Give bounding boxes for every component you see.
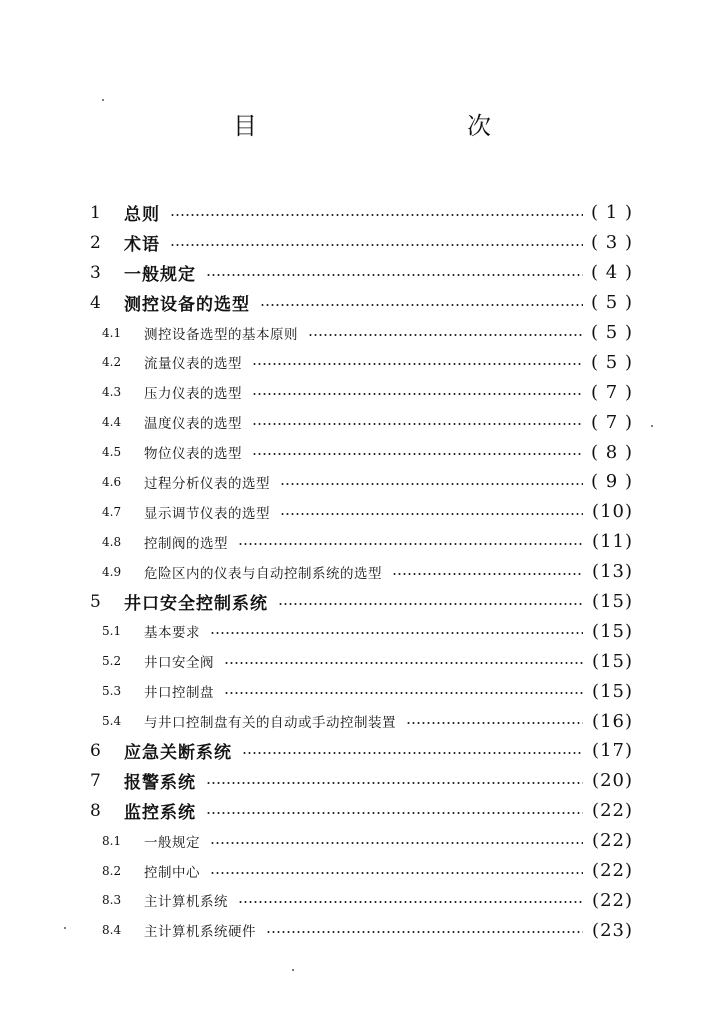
toc-section-entry	[88, 527, 633, 557]
toc-page-number: (22)	[592, 889, 633, 911]
toc-entry-title: 控制中心	[144, 864, 200, 881]
toc-page-number: (15)	[592, 650, 633, 672]
toc-page-number: (22)	[592, 860, 633, 882]
toc-page-number: (11)	[592, 531, 633, 553]
dot-leader	[280, 483, 583, 485]
toc-entry-number: 4.3	[102, 385, 122, 400]
table-of-contents	[88, 198, 633, 945]
toc-entry-title: 主计算机系统硬件	[144, 924, 256, 941]
toc-entry-number: 4.8	[102, 534, 122, 549]
toc-entry-number: 4.4	[102, 415, 122, 430]
toc-section-entry	[88, 676, 633, 706]
toc-entry-number: 2	[90, 232, 101, 253]
toc-entry-number: 4.1	[102, 325, 122, 340]
toc-entry-title: 报警系统	[124, 773, 196, 794]
toc-chapter-entry	[88, 198, 633, 228]
dot-leader	[252, 423, 583, 425]
scan-speck	[64, 927, 66, 929]
toc-chapter-entry	[88, 766, 633, 796]
toc-entry-title: 井口安全阀	[144, 655, 214, 672]
toc-page-number: (22)	[592, 830, 633, 852]
dot-leader	[252, 393, 583, 395]
dot-leader	[392, 573, 583, 575]
toc-section-entry	[88, 646, 633, 676]
toc-page-number: (10)	[592, 501, 633, 523]
toc-entry-title: 与井口控制盘有关的自动或手动控制装置	[144, 715, 396, 732]
toc-section-entry	[88, 377, 633, 407]
toc-entry-number: 4.6	[102, 474, 122, 489]
toc-entry-title: 流量仪表的选型	[144, 356, 242, 373]
toc-section-entry	[88, 557, 633, 587]
dot-leader	[224, 692, 583, 694]
dot-leader	[252, 363, 583, 365]
toc-entry-number: 5.1	[102, 624, 122, 639]
dot-leader	[210, 632, 583, 634]
toc-page-number: ( 7 )	[591, 381, 633, 403]
toc-entry-title: 应急关断系统	[124, 743, 232, 764]
toc-section-entry	[88, 437, 633, 467]
toc-chapter-entry	[88, 796, 633, 826]
page-title: 目 次	[233, 112, 545, 140]
toc-page-number: ( 5 )	[591, 292, 633, 314]
toc-entry-number: 1	[90, 202, 101, 223]
toc-section-entry	[88, 885, 633, 915]
toc-page-number: (20)	[592, 770, 633, 792]
toc-page-number: (17)	[592, 740, 633, 762]
toc-section-entry	[88, 706, 633, 736]
toc-page-number: ( 9 )	[591, 471, 633, 493]
toc-entry-number: 5.2	[102, 654, 122, 669]
toc-section-entry	[88, 915, 633, 945]
toc-chapter-entry	[88, 228, 633, 258]
toc-section-entry	[88, 616, 633, 646]
dot-leader	[224, 662, 583, 664]
toc-section-entry	[88, 467, 633, 497]
toc-entry-number: 6	[90, 740, 101, 761]
toc-entry-number: 5.4	[102, 714, 122, 729]
dot-leader	[206, 812, 583, 814]
scan-speck	[651, 425, 653, 427]
toc-entry-title: 危险区内的仪表与自动控制系统的选型	[144, 565, 382, 582]
dot-leader	[210, 872, 583, 874]
dot-leader	[206, 782, 583, 784]
toc-entry-number: 4.9	[102, 564, 122, 579]
scan-speck	[102, 99, 104, 101]
toc-entry-number: 8.4	[102, 923, 122, 938]
toc-entry-title: 过程分析仪表的选型	[144, 475, 270, 492]
toc-entry-number: 8.2	[102, 863, 122, 878]
dot-leader	[278, 603, 583, 605]
toc-entry-number: 4.7	[102, 504, 122, 519]
toc-entry-number: 5	[90, 591, 101, 612]
toc-entry-title: 温度仪表的选型	[144, 416, 242, 433]
dot-leader	[308, 334, 583, 336]
toc-page-number: ( 7 )	[591, 411, 633, 433]
toc-entry-title: 测控设备的选型	[124, 295, 250, 316]
dot-leader	[406, 722, 583, 724]
dot-leader	[238, 901, 583, 903]
toc-page-number: (16)	[592, 710, 633, 732]
toc-entry-number: 4.2	[102, 355, 122, 370]
toc-entry-number: 4	[90, 292, 101, 313]
toc-page-number: ( 4 )	[591, 262, 633, 284]
dot-leader	[210, 842, 583, 844]
toc-page-number: ( 5 )	[591, 351, 633, 373]
dot-leader	[170, 214, 583, 216]
toc-entry-number: 7	[90, 770, 101, 791]
dot-leader	[252, 453, 583, 455]
toc-page-number: ( 1 )	[591, 202, 633, 224]
toc-entry-number: 8.3	[102, 893, 122, 908]
toc-section-entry	[88, 856, 633, 886]
dot-leader	[266, 931, 583, 933]
toc-entry-number: 8.1	[102, 833, 122, 848]
scan-speck	[292, 969, 294, 971]
dot-leader	[170, 244, 583, 246]
toc-page-number: (23)	[592, 919, 633, 941]
toc-entry-title: 控制阀的选型	[144, 535, 228, 552]
toc-section-entry	[88, 407, 633, 437]
toc-entry-title: 主计算机系统	[144, 894, 228, 911]
toc-page-number: (15)	[592, 680, 633, 702]
toc-entry-number: 5.3	[102, 684, 122, 699]
toc-section-entry	[88, 497, 633, 527]
toc-section-entry	[88, 347, 633, 377]
toc-page-number: ( 5 )	[591, 322, 633, 343]
toc-entry-title: 测控设备选型的基本原则	[144, 326, 298, 343]
toc-entry-title: 总则	[124, 205, 160, 226]
toc-entry-number: 4.5	[102, 445, 122, 460]
toc-chapter-entry	[88, 258, 633, 288]
toc-entry-title: 井口控制盘	[144, 685, 214, 702]
toc-entry-title: 一般规定	[144, 834, 200, 851]
toc-section-entry	[88, 826, 633, 856]
toc-chapter-entry	[88, 288, 633, 318]
toc-entry-title: 一般规定	[124, 265, 196, 286]
toc-page-number: ( 3 )	[591, 232, 633, 254]
toc-chapter-entry	[88, 587, 633, 617]
toc-page-number: ( 8 )	[591, 441, 633, 463]
toc-section-entry	[88, 318, 633, 348]
toc-chapter-entry	[88, 736, 633, 766]
toc-entry-title: 基本要求	[144, 625, 200, 642]
dot-leader	[206, 274, 583, 276]
dot-leader	[260, 304, 583, 306]
toc-page-number: (13)	[592, 561, 633, 583]
toc-entry-title: 监控系统	[124, 803, 196, 824]
toc-entry-title: 显示调节仪表的选型	[144, 505, 270, 522]
toc-page-number: (22)	[592, 800, 633, 822]
toc-page-number: (15)	[592, 591, 633, 613]
dot-leader	[280, 513, 583, 515]
dot-leader	[242, 752, 583, 754]
toc-page-number: (15)	[592, 620, 633, 642]
dot-leader	[238, 543, 583, 545]
toc-entry-title: 物位仪表的选型	[144, 446, 242, 463]
toc-entry-title: 压力仪表的选型	[144, 386, 242, 403]
toc-entry-number: 8	[90, 800, 101, 821]
toc-entry-title: 井口安全控制系统	[124, 594, 268, 615]
toc-entry-number: 3	[90, 262, 101, 283]
toc-entry-title: 术语	[124, 235, 160, 256]
